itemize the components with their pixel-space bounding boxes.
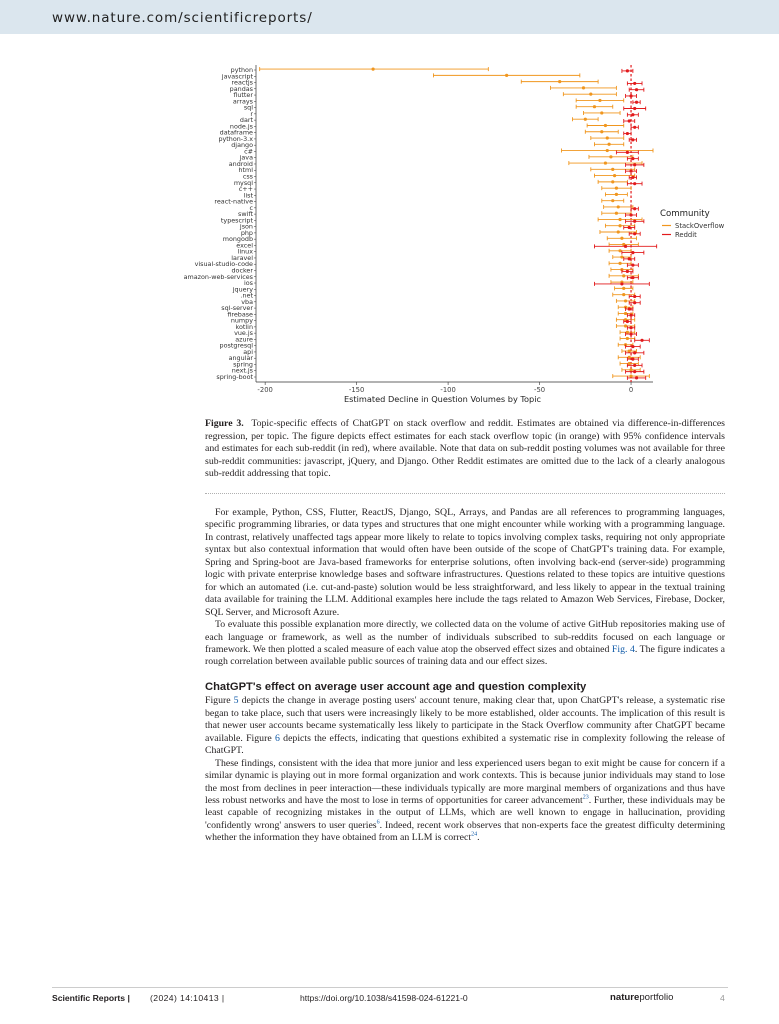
point-stackoverflow	[558, 80, 561, 83]
topic-label: php	[240, 228, 253, 237]
topic-label: spring	[233, 360, 253, 369]
topic-label: arrays	[232, 97, 253, 106]
caption-divider	[205, 493, 725, 494]
topic-label: vue.js	[234, 329, 253, 338]
topic-label: react-native	[214, 197, 253, 206]
legend-label-reddit: Reddit	[675, 231, 697, 239]
figure-4-link[interactable]: Fig. 4	[611, 643, 635, 655]
point-reddit	[631, 157, 634, 160]
topic-label: kotlin	[235, 322, 253, 331]
article-body	[205, 507, 725, 845]
point-reddit	[633, 364, 636, 367]
caption-text: Topic-specific effects of ChatGPT on stack overflow and reddit. Estimates are obtained via difference-in-differences regression, per topic. The figure depicts effect estimates for each stack overflow topic (in orange) with 95% confidence intervals and estimates for each sub-reddit (in red), where available. Note that data on sub-reddit posting volumes was not available for three sub-reddit communities: javascript, jQuery, and Django. Other Reddit estimates are omitted due to the lack of a clearly analogous sub-reddit addressing that topic.	[205, 418, 725, 480]
point-stackoverflow	[371, 68, 374, 71]
point-reddit	[633, 220, 636, 223]
point-stackoverflow	[628, 362, 631, 365]
x-axis-title: Estimated Decline in Question Volumes by Topic	[343, 394, 542, 404]
point-stackoverflow	[618, 224, 621, 227]
point-stackoverflow	[609, 155, 612, 158]
topic-label: java	[239, 153, 253, 162]
topic-label: azure	[235, 335, 253, 344]
point-stackoverflow	[626, 337, 629, 340]
site-url[interactable]: www.nature.com/scientificreports/	[52, 10, 313, 26]
point-stackoverflow	[624, 324, 627, 327]
point-reddit	[631, 138, 634, 141]
topic-label: mysql	[233, 178, 253, 187]
point-reddit	[624, 245, 627, 248]
point-stackoverflow	[611, 199, 614, 202]
point-reddit	[629, 332, 632, 335]
topic-label: laravel	[231, 253, 253, 262]
paragraph-2	[205, 619, 725, 669]
topic-label: docker	[231, 266, 253, 275]
point-stackoverflow	[629, 368, 632, 371]
logo-rest: portfolio	[639, 992, 674, 1003]
topic-label: css	[242, 172, 253, 181]
topic-label: mongodb	[222, 235, 253, 244]
citation-24[interactable]: 24	[471, 832, 478, 839]
page-header	[0, 0, 779, 34]
point-reddit	[633, 82, 636, 85]
point-stackoverflow	[626, 331, 629, 334]
legend-title: Community	[660, 209, 710, 219]
point-reddit	[626, 270, 629, 273]
point-reddit	[626, 69, 629, 72]
point-stackoverflow	[604, 161, 607, 164]
logo-bold: nature	[610, 992, 640, 1003]
paragraph-3-text-a: Figure	[205, 695, 234, 707]
topic-label: ios	[243, 279, 253, 288]
point-stackoverflow	[606, 149, 609, 152]
topic-label: django	[231, 141, 253, 150]
point-stackoverflow	[617, 205, 620, 208]
point-stackoverflow	[618, 218, 621, 221]
point-reddit	[620, 282, 623, 285]
topic-label: flutter	[233, 91, 253, 100]
footer-divider	[52, 987, 728, 988]
topic-label: angular	[228, 354, 253, 363]
paragraph-4-text-b: . Further, these individuals may be least capable of recognizing mistakes in the output of LLMs, which are well known to engage in hallucination, providing 'confidently wrong' answers to user queries	[205, 794, 725, 831]
figure-6-link[interactable]: 6	[274, 732, 280, 744]
point-reddit	[635, 376, 638, 379]
point-stackoverflow	[618, 249, 621, 252]
point-stackoverflow	[628, 349, 631, 352]
topic-label: firebase	[227, 310, 253, 319]
point-stackoverflow	[615, 193, 618, 196]
point-reddit	[633, 370, 636, 373]
point-reddit	[631, 345, 634, 348]
forest-plot	[140, 60, 740, 410]
point-stackoverflow	[615, 187, 618, 190]
point-stackoverflow	[622, 287, 625, 290]
topic-label: python	[230, 66, 253, 74]
topic-label: numpy	[230, 316, 253, 325]
point-reddit	[635, 88, 638, 91]
point-reddit	[631, 358, 634, 361]
topic-label: spring-boot	[216, 373, 253, 381]
point-reddit	[629, 314, 632, 317]
x-tick-label: -50	[534, 386, 546, 394]
point-stackoverflow	[600, 111, 603, 114]
point-reddit	[631, 276, 634, 279]
point-reddit	[640, 339, 643, 342]
point-stackoverflow	[629, 375, 632, 378]
point-stackoverflow	[606, 136, 609, 139]
point-reddit	[628, 257, 631, 260]
point-stackoverflow	[607, 143, 610, 146]
point-stackoverflow	[505, 74, 508, 77]
point-stackoverflow	[613, 174, 616, 177]
citation-23[interactable]: 23	[582, 794, 589, 801]
topic-label: visual-studio-code	[194, 260, 253, 269]
point-reddit	[633, 182, 636, 185]
point-reddit	[628, 119, 631, 122]
point-reddit	[629, 94, 632, 97]
point-reddit	[629, 170, 632, 173]
point-stackoverflow	[622, 274, 625, 277]
topic-label: jquery	[232, 285, 253, 294]
footer-journal: Scientific Reports |	[52, 993, 130, 1003]
topic-label: excel	[236, 241, 253, 250]
topic-label: reactjs	[231, 78, 253, 87]
point-stackoverflow	[617, 230, 620, 233]
x-tick-label: -100	[440, 386, 456, 394]
point-reddit	[626, 151, 629, 154]
point-reddit	[633, 163, 636, 166]
topic-label: pandas	[229, 84, 253, 93]
paragraph-3-text-c: depicts the effects, indicating that questions exhibited a systematic rise in complexity following the release of ChatGPT.	[205, 732, 725, 757]
point-stackoverflow	[624, 299, 627, 302]
point-reddit	[631, 251, 634, 254]
point-reddit	[633, 351, 636, 354]
topic-label: amazon-web-services	[183, 272, 253, 281]
point-reddit	[633, 107, 636, 110]
point-stackoverflow	[611, 168, 614, 171]
point-reddit	[631, 264, 634, 267]
point-stackoverflow	[624, 312, 627, 315]
point-stackoverflow	[600, 130, 603, 133]
paragraph-4-text-d: .	[477, 832, 480, 844]
topic-label: c++	[238, 185, 253, 194]
point-reddit	[628, 226, 631, 229]
topic-label: c#	[244, 147, 253, 156]
point-reddit	[631, 176, 634, 179]
caption-label: Figure 3.	[205, 418, 244, 429]
figure-5-link[interactable]: 5	[233, 695, 239, 707]
legend-label-stackoverflow: StackOverflow	[675, 222, 725, 230]
point-stackoverflow	[620, 255, 623, 258]
topic-label: dart	[239, 116, 253, 125]
topic-label: sql	[243, 103, 253, 112]
topic-label: typescript	[220, 216, 253, 225]
nature-portfolio-logo	[610, 992, 673, 1003]
paragraph-3-text-b: depicts the change in average posting users' account tenure, making clear that, upon ChatGPT's release, a systematic rise began to take place, such that users were increasingly likely to be more established, older accounts. The implication of this result is that newer user accounts became systematically less likely to participate in the Stack Overflow community after ChatGPT became available. Figure	[205, 695, 726, 744]
point-stackoverflow	[582, 86, 585, 89]
x-tick-label: -200	[257, 386, 273, 394]
paragraph-4-text-a: These findings, consistent with the idea that more junior and less experienced users began to exit might be cause for concern if a similar dynamic is playing out in more formal organization and work contexts. This is because junior individuals may stand to lose the most from declines in peer interaction—these individuals typically are more marginal members of organizations and thus have less robust networks and have the most to lose in terms of opportunities for career advancement	[205, 757, 725, 806]
point-reddit	[631, 113, 634, 116]
point-reddit	[626, 132, 629, 135]
topic-label: python-3.x	[218, 134, 253, 143]
section-heading: ChatGPT's effect on average user account age and question complexity	[205, 680, 587, 693]
topic-label: postgresql	[219, 341, 253, 350]
topic-label: vba	[241, 297, 253, 306]
topic-label: javascript	[221, 72, 253, 81]
topic-label: next.js	[231, 366, 253, 375]
page-number: 4	[720, 993, 725, 1003]
point-stackoverflow	[589, 93, 592, 96]
point-stackoverflow	[622, 293, 625, 296]
topic-label: list	[243, 191, 253, 200]
point-stackoverflow	[618, 262, 621, 265]
point-stackoverflow	[604, 124, 607, 127]
figure-caption	[205, 418, 725, 481]
topic-label: node.js	[229, 122, 253, 131]
point-stackoverflow	[611, 180, 614, 183]
point-reddit	[626, 320, 629, 323]
citation-6[interactable]: 6	[376, 819, 380, 826]
point-stackoverflow	[620, 237, 623, 240]
topic-label: .net	[240, 291, 253, 300]
point-reddit	[633, 207, 636, 210]
point-stackoverflow	[615, 212, 618, 215]
figure-3	[140, 60, 740, 415]
paragraph-3	[205, 695, 725, 757]
topic-label: linux	[237, 247, 253, 256]
topic-label: android	[228, 159, 253, 168]
paragraph-4	[205, 758, 725, 845]
x-tick-label: -150	[348, 386, 365, 394]
point-reddit	[628, 307, 631, 310]
point-stackoverflow	[593, 105, 596, 108]
paragraph-1: For example, Python, CSS, Flutter, ReactJS, Django, SQL, Arrays, and Pandas are all references to programming languages, specific programming libraries, or data types and structures that one might encounter while working with a programming language. In contrast, relatively unaffected tags appear more likely to relate to topics involving complex tasks, requiring not only appropriate syntax but also contextual information that would often have been outside of the scope of ChatGPT's training data. For example, Spring and Spring-boot are Java-based frameworks for enterprise solutions, often involving back-end (server-side) programming logic with private enterprise knowledge bases and software infrastructures. Questions related to these topics are intuitive questions for which an automated (i.e. cut-and-paste) solution would be less straightforward, and less likely to appear in the textual training data available for training the LLM. Additional examples here include the tags related to Amazon Web Services, Firebase, Docker, SQL Server, and Microsoft Azure.	[205, 507, 725, 618]
point-reddit	[629, 326, 632, 329]
point-reddit	[629, 213, 632, 216]
point-reddit	[633, 232, 636, 235]
topic-label: c	[249, 203, 253, 212]
point-reddit	[633, 301, 636, 304]
point-stackoverflow	[628, 356, 631, 359]
point-reddit	[635, 101, 638, 104]
footer-volume: (2024) 14:10413 |	[150, 993, 225, 1003]
topic-label: sql-server	[221, 304, 253, 313]
point-stackoverflow	[598, 99, 601, 102]
topic-label: api	[243, 347, 253, 356]
paragraph-4-text-c: . Indeed, recent work observes that non-experts face the greatest difficulty determining whether the information they have obtained from an LLM is correct	[205, 819, 725, 844]
point-reddit	[633, 295, 636, 298]
topic-label: json	[239, 222, 253, 231]
paragraph-2-text-a: To evaluate this possible explanation more directly, we collected data on the volume of active GitHub repositories making use of each language or framework, as well as the number of individuals subscribed to sub-reddits focused on each language or framework. We then plotted a scaled measure of each value atop the observed effect sizes and obtained	[205, 619, 725, 655]
footer-doi[interactable]: https://doi.org/10.1038/s41598-024-61221-0	[300, 993, 468, 1003]
x-tick-label: 0	[628, 386, 634, 394]
topic-label: html	[238, 166, 253, 175]
topic-label: swift	[238, 210, 253, 219]
topic-label: dataframe	[219, 128, 253, 137]
topic-label: r	[250, 109, 253, 118]
point-reddit	[633, 126, 636, 129]
paragraph-2-text-b: . The figure indicates a rough correlation between available public sources of training data and our effect sizes.	[205, 643, 725, 668]
page-footer	[52, 993, 728, 1007]
point-stackoverflow	[584, 118, 587, 121]
